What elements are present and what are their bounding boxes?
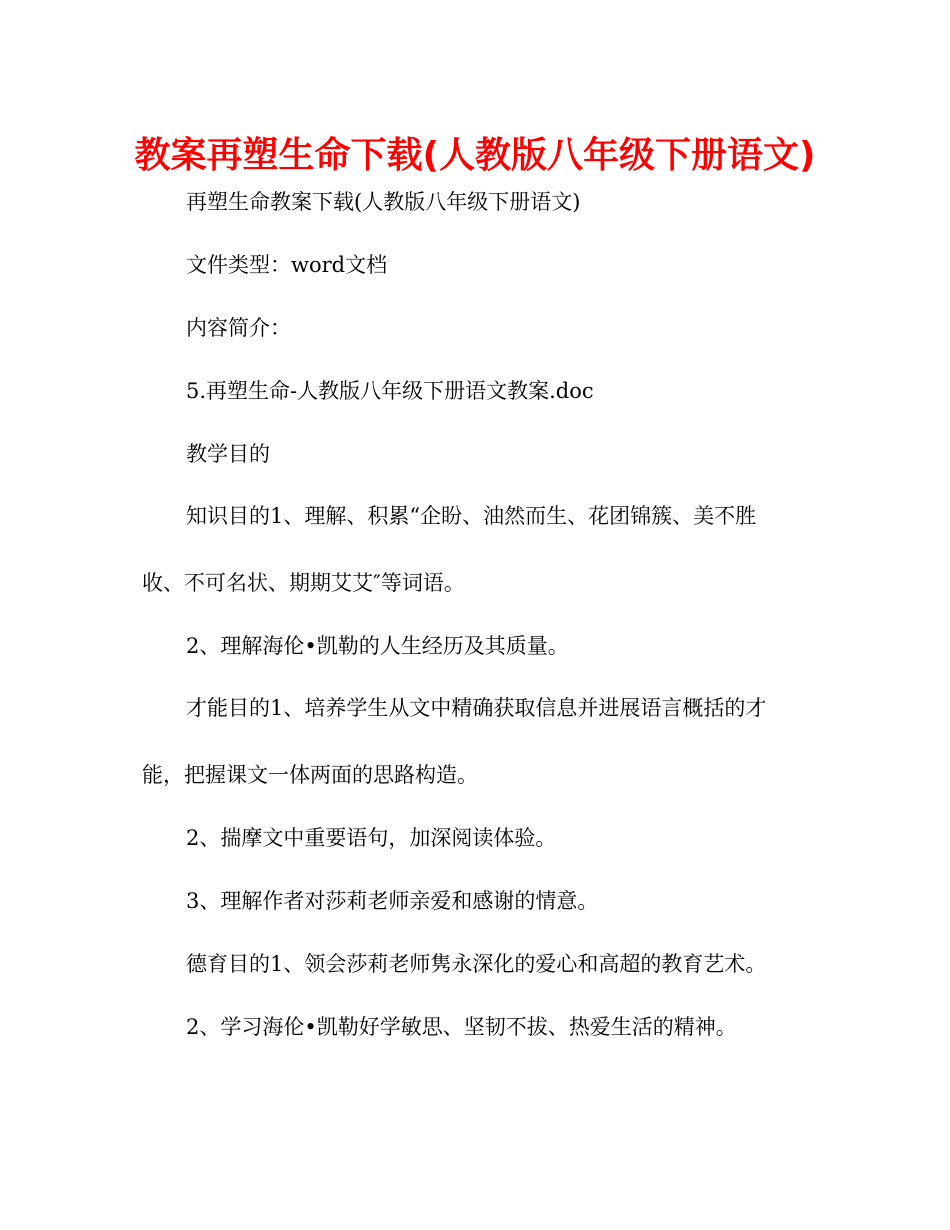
document-body	[142, 186, 792, 1043]
paragraph: 2、揣摩文中重要语句，加深阅读体验。	[186, 826, 557, 850]
paragraph: 才能目的1、培养学生从文中精确获取信息并进展语言概括的才	[186, 696, 767, 720]
document-title: 教案再塑生命下载(人教版八年级下册语文)	[134, 135, 816, 176]
paragraph: 2、理解海伦•凯勒的人生经历及其质量。	[186, 634, 569, 658]
paragraph: 教学目的	[186, 442, 270, 466]
paragraph: 2、学习海伦•凯勒好学敏思、坚韧不拔、热爱生活的精神。	[186, 1015, 737, 1039]
paragraph-continuation: 收、不可名状、期期艾艾″等词语。	[142, 571, 465, 595]
paragraph: 5.再塑生命-人教版八年级下册语文教案.doc	[186, 379, 594, 403]
paragraph: 内容简介：	[186, 316, 291, 340]
paragraph: 再塑生命教案下载(人教版八年级下册语文)	[186, 190, 581, 214]
paragraph-continuation: 能，把握课文一体两面的思路构造。	[142, 763, 478, 787]
paragraph: 知识目的1、理解、积累“企盼、油然而生、花团锦簇、美不胜	[186, 504, 757, 528]
paragraph: 德育目的1、领会莎莉老师隽永深化的爱心和高超的教育艺术。	[186, 952, 767, 976]
paragraph: 3、理解作者对莎莉老师亲爱和感谢的情意。	[186, 889, 599, 913]
paragraph: 文件类型：word文档	[186, 253, 388, 277]
